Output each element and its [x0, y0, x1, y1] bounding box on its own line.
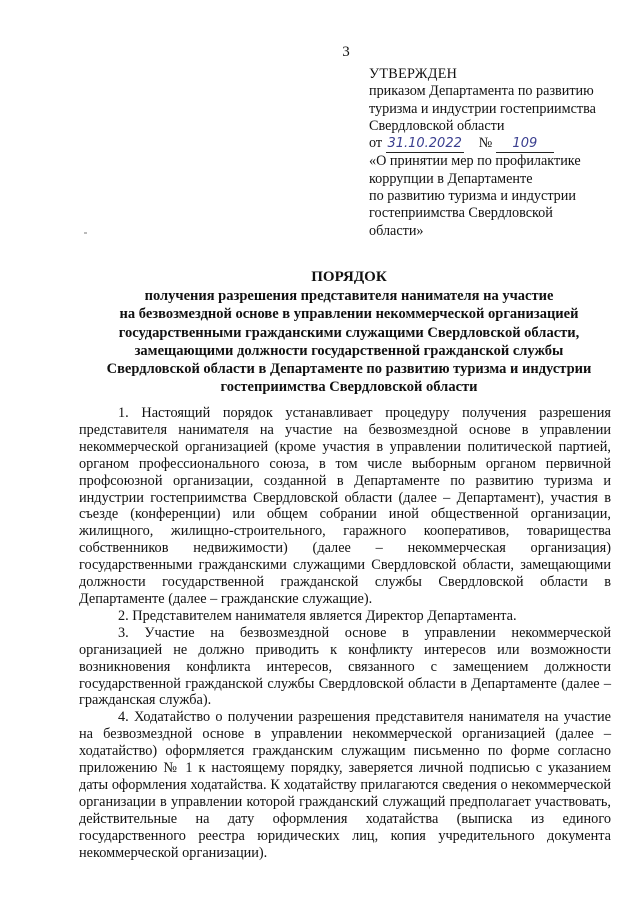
heading-line: государственными гражданскими служащими Свердловской области,	[118, 324, 580, 341]
date-prefix: от	[369, 135, 383, 152]
approval-date-line	[369, 135, 629, 153]
heading-line: гостеприимства Свердловской области	[220, 379, 478, 396]
heading-line: получения разрешения представителя нанимателя на участие	[144, 288, 554, 305]
order-title-line: гостеприимства Свердловской	[369, 205, 553, 222]
approval-title: УТВЕРЖДЕН	[369, 66, 458, 82]
paragraph-1: 1. Настоящий порядок устанавливает процедуру получения разрешения представителя нанимателя на участие на безвозмездной основе в управлении некоммерческой организацией (кроме участия в управлении политической партией, органом профессионального союза, в том числе выборным органом первичной профсоюзной организации, созданной в Департаменте по развитию туризма и индустрии гостеприимства Свердловской области (далее – Департамент), участия в съезде (конференции) или общем собрании иной общественной организации, жилищного, жилищно-строительного, гаражного кооперативов, товарищества собственников недвижимости) (далее – некоммерческая организация) государственными гражданскими служащими Свердловской области, замещающими должности государственной гражданской службы Свердловской области в Департаменте (далее – гражданские служащие).	[79, 405, 611, 607]
page-number: 3	[342, 44, 350, 60]
heading-line: Свердловской области в Департаменте по развитию туризма и индустрии	[106, 361, 592, 378]
approval-block	[369, 66, 629, 240]
order-title-line: области»	[369, 222, 424, 239]
paragraph-4: 4. Ходатайство о получении разрешения представителя нанимателя на участие на безвозмездной основе в управлении некоммерческой организацией (далее – ходатайство) оформляется гражданским служащим письменно по форме согласно приложению № 1 к настоящему порядку, заверяется личной подписью с указанием даты оформления ходатайства. К ходатайству прилагаются сведения о некоммерческой организации в управлении которой гражданский служащий предполагает участвовать, действительные на дату оформления ходатайства (выписка из единого государственного реестра юридических лиц, копия учредительного документа некоммерческой организации).	[79, 709, 611, 861]
order-title-line: коррупции в Департаменте	[369, 170, 533, 187]
heading-line: на безвозмездной основе в управлении некоммерческой организацией	[119, 306, 579, 323]
handwritten-date: 31.10.2022	[386, 135, 464, 153]
document-title: ПОРЯДОК	[311, 269, 387, 285]
scan-speck	[84, 232, 87, 234]
handwritten-number: 109	[496, 135, 554, 153]
document-heading	[60, 268, 638, 396]
heading-line: замещающими должности государственной гражданской службы	[134, 342, 564, 359]
approval-line: приказом Департамента по развитию	[369, 83, 594, 100]
order-title-line: «О принятии мер по профилактике	[369, 153, 581, 170]
order-title-line: по развитию туризма и индустрии	[369, 188, 576, 205]
paragraph-3: 3. Участие на безвозмездной основе в управлении некоммерческой организацией не должно приводить к конфликту интересов или возможности возникновения конфликта интересов, связанного с замещением должности государственной гражданской службы Свердловской области в Департаменте (далее – гражданская служба).	[79, 624, 611, 709]
approval-line: туризма и индустрии гостеприимства	[369, 100, 596, 117]
document-body	[79, 405, 611, 861]
paragraph-2: 2. Представителем нанимателя является Директор Департамента.	[118, 607, 517, 624]
number-sign: №	[478, 135, 493, 152]
approval-line: Свердловской области	[369, 117, 505, 134]
